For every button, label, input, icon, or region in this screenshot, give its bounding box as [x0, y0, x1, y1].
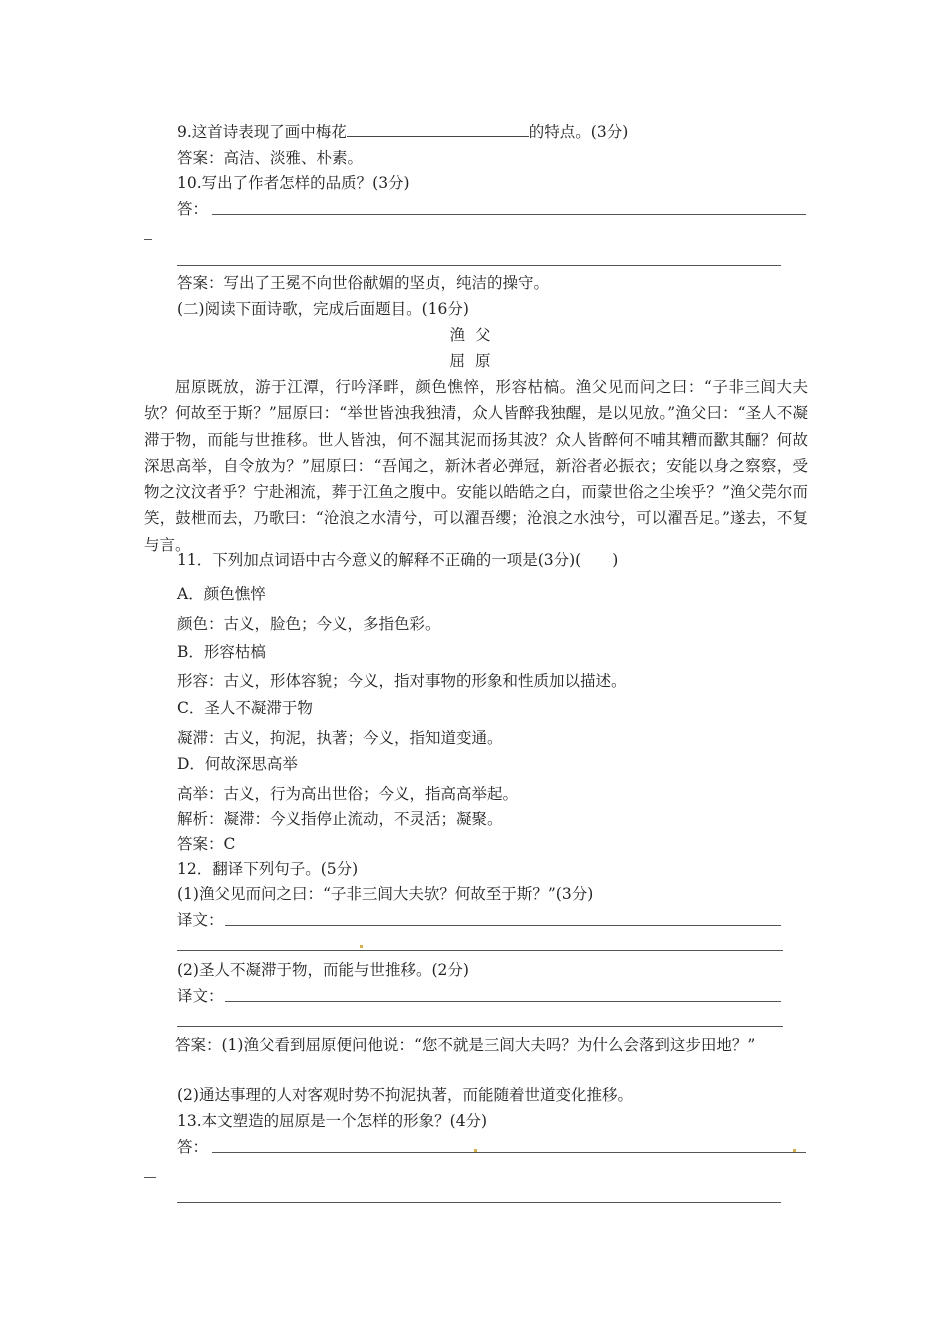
scan-speck — [793, 1149, 796, 1152]
q13-answer-line-2[interactable] — [177, 1202, 781, 1203]
q11-prompt: 11．下列加点词语中古今意义的解释不正确的一项是(3分)( ) — [177, 551, 619, 569]
scan-speck — [360, 945, 363, 948]
q13-prompt: 13.本文塑造的屈原是一个怎样的形象？(4分) — [177, 1112, 488, 1130]
poem-author: 屈原 — [449, 352, 501, 370]
q11-answer: 答案：C — [177, 835, 236, 853]
q11-option-c: C．圣人不凝滞于物 — [177, 699, 313, 717]
section2-intro: (二)阅读下面诗歌，完成后面题目。(16分) — [177, 300, 469, 318]
q13-answer-label: 答： — [177, 1138, 209, 1156]
q11-option-b: B．形容枯槁 — [177, 643, 266, 661]
q10-answer-line-tick — [144, 239, 152, 240]
q9-prompt-after: 的特点。(3分) — [528, 123, 629, 141]
q9-answer-blank[interactable] — [347, 122, 529, 137]
q12-answer-2: (2)通达事理的人对客观时势不拘泥执著，而能随着世道变化推移。 — [177, 1086, 633, 1104]
q10-answer-line-1[interactable] — [212, 214, 806, 215]
q10-answer-line-2[interactable] — [177, 265, 781, 266]
q12-sentence-1: (1)渔父见而问之曰：“子非三闾大夫欤？何故至于斯？”(3分) — [177, 885, 594, 903]
q12-sentence-2: (2)圣人不凝滞于物，而能与世推移。(2分) — [177, 961, 469, 979]
poem-title: 渔父 — [449, 326, 501, 344]
scan-speck — [474, 1149, 477, 1152]
q12-translation-line-1b[interactable] — [177, 950, 783, 951]
q11-option-a-explanation: 颜色：古义，脸色；今义，多指色彩。 — [177, 615, 441, 633]
q11-analysis: 解析：凝滞：今义指停止流动，不灵活；凝聚。 — [177, 810, 503, 828]
q12-translation-line-2b[interactable] — [177, 1026, 783, 1027]
q13-answer-line-tick — [144, 1177, 156, 1178]
q11-option-b-explanation: 形容：古义，形体容貌；今义，指对事物的形象和性质加以描述。 — [177, 672, 627, 690]
q10-answer: 答案：写出了王冕不向世俗献媚的坚贞，纯洁的操守。 — [177, 274, 550, 292]
q12-translation-label-2: 译文： — [177, 987, 224, 1005]
q12-translation-line-2a[interactable] — [225, 1001, 781, 1002]
q12-translation-label-1: 译文： — [177, 911, 224, 929]
q11-option-a: A．颜色憔悴 — [177, 585, 266, 603]
q11-option-c-explanation: 凝滞：古义，拘泥，执著；今义，指知道变通。 — [177, 729, 503, 747]
q13-answer-line-1[interactable] — [212, 1152, 806, 1153]
q12-prompt: 12．翻译下列句子。(5分) — [177, 860, 359, 878]
q11-option-d: D．何故深思高举 — [177, 755, 298, 773]
q9-prompt — [177, 121, 628, 143]
q12-translation-line-1a[interactable] — [225, 925, 781, 926]
passage-text: 屈原既放，游于江潭，行吟泽畔，颜色憔悴，形容枯槁。渔父见而问之曰：“子非三闾大夫欤？何故至于斯？”屈原曰：“举世皆浊我独清，众人皆醉我独醒，是以见放。”渔父曰：“圣人不凝滞于物，而能与世推移。世人皆浊，何不淈其泥而扬其波？众人皆醉何不哺其糟而歠其酾？何故深思高举，自令放为？”屈原曰：“吾闻之，新沐者必弹冠，新浴者必振衣；安能以身之察察，受物之汶汶者乎？宁赴湘流，葬于江鱼之腹中。安能以皓皓之白，而蒙世俗之尘埃乎？”渔父莞尔而笑，鼓枻而去，乃歌曰：“沧浪之水清兮，可以濯吾缨；沧浪之水浊兮，可以濯吾足。”遂去，不复与言。 — [144, 378, 808, 554]
q11-option-d-explanation: 高举：古义，行为高出世俗；今义，指高高举起。 — [177, 785, 519, 803]
q9-answer: 答案：高洁、淡雅、朴素。 — [177, 149, 364, 167]
q12-answer-1: 答案：(1)渔父看到屈原便问他说：“您不就是三闾大夫吗？为什么会落到这步田地？” — [175, 1036, 756, 1054]
q10-answer-label: 答： — [177, 200, 209, 218]
q9-prompt-before: 9.这首诗表现了画中梅花 — [177, 123, 347, 141]
q10-prompt: 10.写出了作者怎样的品质？(3分) — [177, 174, 410, 192]
